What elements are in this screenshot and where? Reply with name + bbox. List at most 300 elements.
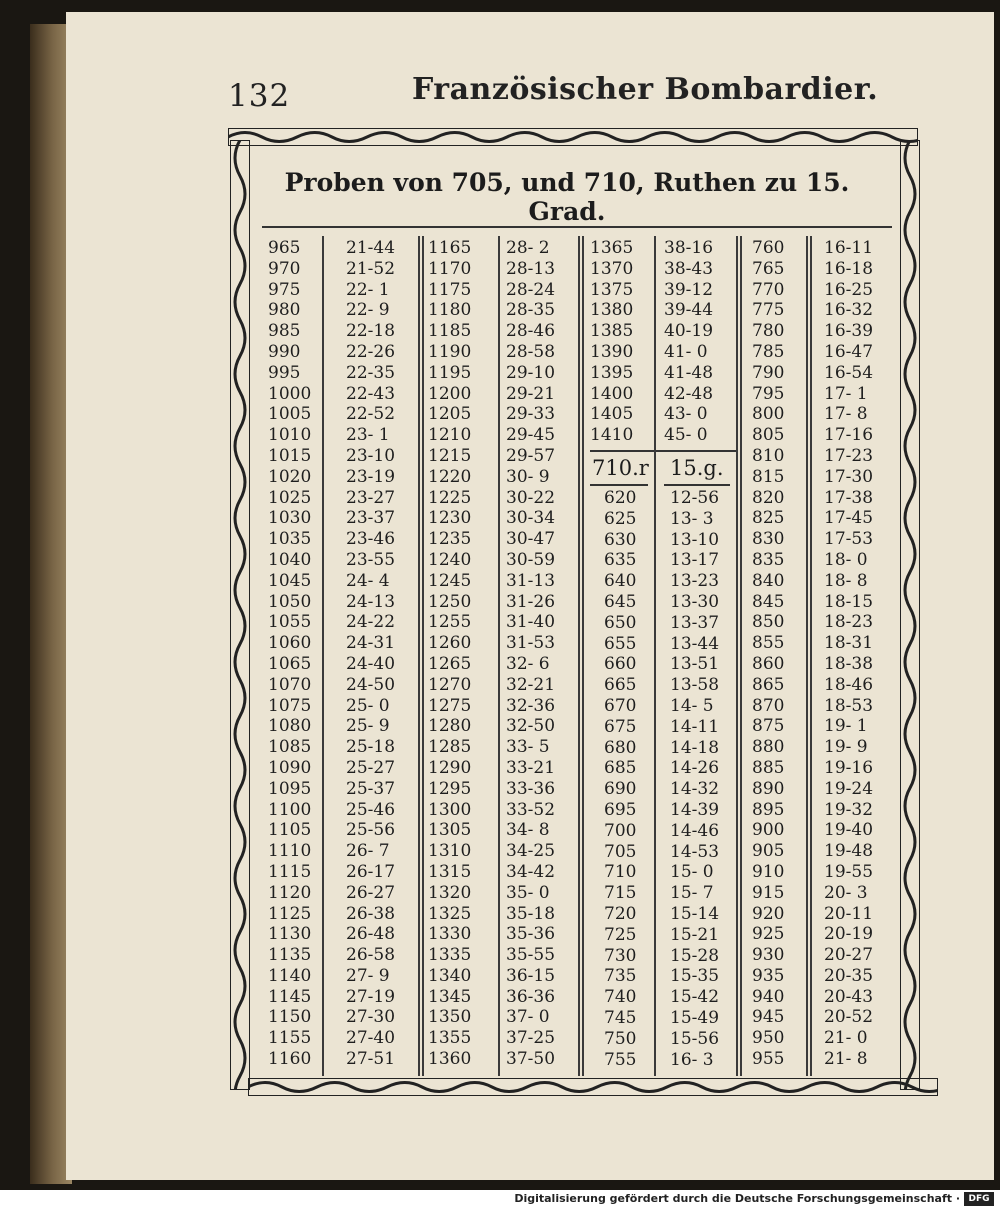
table-cell: 1200 bbox=[428, 383, 472, 404]
table-cell: 34-42 bbox=[506, 861, 556, 882]
column-ruthen-1 bbox=[268, 238, 311, 1070]
table-cell: 1095 bbox=[268, 778, 312, 799]
table-cell: 825 bbox=[752, 508, 785, 529]
table-cell: 710 bbox=[604, 862, 637, 883]
table-cell: 785 bbox=[752, 341, 785, 362]
table-cell: 990 bbox=[268, 341, 301, 362]
table-cell: 1380 bbox=[590, 300, 634, 321]
table-cell: 35-36 bbox=[506, 924, 556, 945]
column-minuten-4 bbox=[824, 238, 873, 1070]
table-cell: 28-24 bbox=[506, 279, 556, 300]
table-cell: 665 bbox=[604, 675, 637, 696]
table-cell: 950 bbox=[752, 1028, 785, 1049]
table-cell: 28-58 bbox=[506, 341, 556, 362]
table-cell: 860 bbox=[752, 653, 785, 674]
table-cell: 1245 bbox=[428, 570, 472, 591]
table-cell: 845 bbox=[752, 591, 785, 612]
sub-header-rule-left bbox=[590, 484, 648, 486]
table-cell: 36-36 bbox=[506, 986, 556, 1007]
table-cell: 820 bbox=[752, 487, 785, 508]
table-cell: 21-44 bbox=[346, 238, 396, 258]
table-cell: 13- 3 bbox=[670, 508, 714, 529]
table-cell: 1110 bbox=[268, 841, 312, 862]
table-cell: 1320 bbox=[428, 882, 472, 903]
table-cell: 30-34 bbox=[506, 508, 556, 529]
table-cell: 13-17 bbox=[670, 550, 720, 571]
table-cell: 13-58 bbox=[670, 675, 720, 696]
table-cell: 855 bbox=[752, 633, 785, 654]
table-cell: 26-17 bbox=[346, 861, 396, 882]
table-cell: 630 bbox=[604, 529, 637, 550]
table-cell: 1385 bbox=[590, 321, 634, 342]
table-cell: 715 bbox=[604, 883, 637, 904]
table-cell: 1195 bbox=[428, 362, 472, 383]
table-cell: 875 bbox=[752, 716, 785, 737]
table-cell: 30-59 bbox=[506, 549, 556, 570]
table-cell: 815 bbox=[752, 466, 785, 487]
table-cell: 34- 8 bbox=[506, 820, 550, 841]
table-cell: 1270 bbox=[428, 674, 472, 695]
table-cell: 1405 bbox=[590, 404, 634, 425]
table-cell: 16- 3 bbox=[670, 1049, 714, 1070]
table-cell: 695 bbox=[604, 799, 637, 820]
table-cell: 35-55 bbox=[506, 945, 556, 966]
column-ruthen-4 bbox=[752, 238, 784, 1070]
table-cell: 22-43 bbox=[346, 383, 396, 404]
column-divider bbox=[582, 236, 584, 1076]
column-divider bbox=[418, 236, 420, 1076]
table-cell: 19-32 bbox=[824, 799, 874, 820]
table-cell: 16-32 bbox=[824, 300, 874, 321]
table-cell: 1165 bbox=[428, 238, 472, 258]
table-cell: 37- 0 bbox=[506, 1007, 550, 1028]
column-divider bbox=[422, 236, 424, 1076]
table-cell: 34-25 bbox=[506, 841, 556, 862]
table-cell: 735 bbox=[604, 966, 637, 987]
table-cell: 13-44 bbox=[670, 633, 720, 654]
table-cell: 1075 bbox=[268, 695, 312, 716]
column-ruthen-3-bottom bbox=[604, 488, 636, 1070]
column-divider bbox=[578, 236, 580, 1076]
table-cell: 26- 7 bbox=[346, 841, 390, 862]
table-cell: 42-48 bbox=[664, 383, 714, 404]
table-cell: 27-40 bbox=[346, 1028, 396, 1049]
table-cell: 15-49 bbox=[670, 1007, 720, 1028]
table-cell: 1325 bbox=[428, 903, 472, 924]
table-cell: 1340 bbox=[428, 965, 472, 986]
column-divider bbox=[810, 236, 812, 1076]
ornamental-border-right bbox=[900, 140, 920, 1090]
table-cell: 24-40 bbox=[346, 653, 396, 674]
table-cell: 995 bbox=[268, 362, 301, 383]
table-cell: 675 bbox=[604, 716, 637, 737]
table-cell: 1045 bbox=[268, 570, 312, 591]
table-cell: 38-16 bbox=[664, 238, 714, 258]
table-cell: 41-48 bbox=[664, 362, 714, 383]
table-cell: 930 bbox=[752, 945, 785, 966]
table-cell: 17-53 bbox=[824, 529, 874, 550]
table-cell: 18- 0 bbox=[824, 549, 868, 570]
table-cell: 795 bbox=[752, 383, 785, 404]
table-cell: 16-39 bbox=[824, 321, 874, 342]
table-cell: 1265 bbox=[428, 653, 472, 674]
table-cell: 23-55 bbox=[346, 549, 396, 570]
table-cell: 1310 bbox=[428, 841, 472, 862]
table-cell: 29-45 bbox=[506, 425, 556, 446]
table-cell: 14-26 bbox=[670, 758, 720, 779]
table-cell: 900 bbox=[752, 820, 785, 841]
table-cell: 1120 bbox=[268, 882, 312, 903]
table-cell: 1100 bbox=[268, 799, 312, 820]
table-cell: 1220 bbox=[428, 466, 472, 487]
table-cell: 750 bbox=[604, 1028, 637, 1049]
footer-bar bbox=[0, 1190, 1000, 1210]
table-cell: 805 bbox=[752, 425, 785, 446]
table-cell: 19- 9 bbox=[824, 737, 868, 758]
table-cell: 1390 bbox=[590, 341, 634, 362]
table-cell: 15-14 bbox=[670, 903, 720, 924]
table-cell: 945 bbox=[752, 1007, 785, 1028]
table-cell: 1205 bbox=[428, 404, 472, 425]
table-cell: 14-53 bbox=[670, 841, 720, 862]
table-cell: 13-51 bbox=[670, 654, 720, 675]
ornamental-border-top bbox=[228, 128, 918, 146]
column-divider bbox=[654, 236, 656, 1076]
table-cell: 1250 bbox=[428, 591, 472, 612]
sub-header-grad: 15.g. bbox=[670, 456, 724, 480]
table-cell: 30-22 bbox=[506, 487, 556, 508]
table-cell: 1305 bbox=[428, 820, 472, 841]
footer-credit: Digitalisierung gefördert durch die Deutsche Forschungsgemeinschaft · bbox=[514, 1192, 960, 1205]
table-cell: 760 bbox=[752, 238, 785, 258]
table-cell: 32-50 bbox=[506, 716, 556, 737]
table-cell: 975 bbox=[268, 279, 301, 300]
table-cell: 1190 bbox=[428, 341, 472, 362]
table-cell: 1085 bbox=[268, 737, 312, 758]
table-cell: 1345 bbox=[428, 986, 472, 1007]
table-cell: 1175 bbox=[428, 279, 472, 300]
table-cell: 830 bbox=[752, 529, 785, 550]
table-cell: 1040 bbox=[268, 549, 312, 570]
table-cell: 28-13 bbox=[506, 258, 556, 279]
table-cell: 17- 8 bbox=[824, 404, 868, 425]
table-cell: 33- 5 bbox=[506, 737, 550, 758]
table-cell: 1115 bbox=[268, 861, 312, 882]
table-cell: 970 bbox=[268, 258, 301, 279]
table-cell: 15-56 bbox=[670, 1028, 720, 1049]
table-cell: 38-43 bbox=[664, 258, 714, 279]
table-cell: 35-18 bbox=[506, 903, 556, 924]
table-cell: 770 bbox=[752, 279, 785, 300]
table-title: Proben von 705, und 710, Ruthen zu 15. Grad. bbox=[284, 168, 850, 226]
table-cell: 30- 9 bbox=[506, 466, 550, 487]
table-cell: 25- 0 bbox=[346, 695, 390, 716]
column-minuten-1 bbox=[346, 238, 395, 1070]
table-cell: 660 bbox=[604, 654, 637, 675]
table-cell: 1015 bbox=[268, 445, 312, 466]
table-cell: 850 bbox=[752, 612, 785, 633]
table-cell: 1225 bbox=[428, 487, 472, 508]
table-cell: 980 bbox=[268, 300, 301, 321]
table-cell: 16-11 bbox=[824, 238, 874, 258]
table-cell: 43- 0 bbox=[664, 404, 708, 425]
table-cell: 1315 bbox=[428, 861, 472, 882]
table-cell: 17-38 bbox=[824, 487, 874, 508]
table-cell: 20-43 bbox=[824, 986, 874, 1007]
table-cell: 1025 bbox=[268, 487, 312, 508]
table-cell: 885 bbox=[752, 757, 785, 778]
table-cell: 1020 bbox=[268, 466, 312, 487]
table-cell: 13-23 bbox=[670, 571, 720, 592]
table-cell: 19-24 bbox=[824, 778, 874, 799]
table-cell: 1070 bbox=[268, 674, 312, 695]
table-cell: 23- 1 bbox=[346, 425, 390, 446]
sub-header-rule-right bbox=[664, 484, 730, 486]
table-cell: 880 bbox=[752, 737, 785, 758]
table-cell: 24-13 bbox=[346, 591, 396, 612]
table-cell: 17-16 bbox=[824, 425, 874, 446]
column-minuten-3-top bbox=[664, 238, 713, 446]
table-cell: 21- 8 bbox=[824, 1049, 868, 1070]
table-cell: 840 bbox=[752, 570, 785, 591]
table-cell: 17-23 bbox=[824, 445, 874, 466]
table-cell: 18-53 bbox=[824, 695, 874, 716]
table-cell: 17-45 bbox=[824, 508, 874, 529]
table-cell: 25-18 bbox=[346, 737, 396, 758]
table-cell: 33-36 bbox=[506, 778, 556, 799]
column-minuten-3-bottom bbox=[670, 488, 719, 1070]
table-cell: 22-26 bbox=[346, 341, 396, 362]
table-cell: 910 bbox=[752, 861, 785, 882]
table-cell: 24-31 bbox=[346, 633, 396, 654]
table-cell: 1260 bbox=[428, 633, 472, 654]
table-cell: 765 bbox=[752, 258, 785, 279]
table-cell: 36-15 bbox=[506, 965, 556, 986]
table-cell: 1400 bbox=[590, 383, 634, 404]
table-cell: 15- 0 bbox=[670, 862, 714, 883]
table-cell: 14- 5 bbox=[670, 695, 714, 716]
table-cell: 13-37 bbox=[670, 612, 720, 633]
table-cell: 775 bbox=[752, 300, 785, 321]
table-cell: 31-53 bbox=[506, 633, 556, 654]
table-cell: 23-27 bbox=[346, 487, 396, 508]
table-cell: 20-19 bbox=[824, 924, 874, 945]
table-cell: 18-15 bbox=[824, 591, 874, 612]
table-cell: 755 bbox=[604, 1049, 637, 1070]
table-cell: 17- 1 bbox=[824, 383, 868, 404]
ornamental-border-left bbox=[230, 140, 250, 1090]
table-cell: 20- 3 bbox=[824, 882, 868, 903]
table-cell: 1335 bbox=[428, 945, 472, 966]
table-cell: 1145 bbox=[268, 986, 312, 1007]
table-cell: 33-21 bbox=[506, 757, 556, 778]
column-divider bbox=[806, 236, 808, 1076]
page-number: 132 bbox=[228, 78, 291, 114]
table-cell: 32- 6 bbox=[506, 653, 550, 674]
table-cell: 27- 9 bbox=[346, 965, 390, 986]
table-cell: 625 bbox=[604, 508, 637, 529]
table-cell: 790 bbox=[752, 362, 785, 383]
table-cell: 685 bbox=[604, 758, 637, 779]
table-cell: 1170 bbox=[428, 258, 472, 279]
table-cell: 26-38 bbox=[346, 903, 396, 924]
table-cell: 26-58 bbox=[346, 945, 396, 966]
table-cell: 1375 bbox=[590, 279, 634, 300]
table-cell: 19- 1 bbox=[824, 716, 868, 737]
table-cell: 32-36 bbox=[506, 695, 556, 716]
table-cell: 1395 bbox=[590, 362, 634, 383]
table-cell: 1255 bbox=[428, 612, 472, 633]
table-cell: 1000 bbox=[268, 383, 312, 404]
table-cell: 705 bbox=[604, 841, 637, 862]
table-cell: 1090 bbox=[268, 757, 312, 778]
table-cell: 1105 bbox=[268, 820, 312, 841]
table-cell: 27-51 bbox=[346, 1049, 396, 1070]
table-cell: 17-30 bbox=[824, 466, 874, 487]
table-cell: 16-25 bbox=[824, 279, 874, 300]
table-cell: 39-12 bbox=[664, 279, 714, 300]
table-cell: 870 bbox=[752, 695, 785, 716]
table-cell: 23-46 bbox=[346, 529, 396, 550]
table-cell: 1005 bbox=[268, 404, 312, 425]
table-cell: 20-11 bbox=[824, 903, 874, 924]
table-cell: 13-30 bbox=[670, 591, 720, 612]
table-cell: 15-35 bbox=[670, 966, 720, 987]
table-cell: 22-35 bbox=[346, 362, 396, 383]
table-cell: 25- 9 bbox=[346, 716, 390, 737]
table-cell: 19-55 bbox=[824, 861, 874, 882]
table-cell: 1355 bbox=[428, 1028, 472, 1049]
table-cell: 1280 bbox=[428, 716, 472, 737]
table-cell: 865 bbox=[752, 674, 785, 695]
table-cell: 1160 bbox=[268, 1049, 312, 1070]
table-cell: 16-47 bbox=[824, 341, 874, 362]
table-cell: 1360 bbox=[428, 1049, 472, 1070]
table-cell: 27-19 bbox=[346, 986, 396, 1007]
table-cell: 800 bbox=[752, 404, 785, 425]
table-cell: 27-30 bbox=[346, 1007, 396, 1028]
column-divider bbox=[322, 236, 324, 1076]
table-cell: 1030 bbox=[268, 508, 312, 529]
column-minuten-2 bbox=[506, 238, 555, 1070]
table-cell: 915 bbox=[752, 882, 785, 903]
table-cell: 635 bbox=[604, 550, 637, 571]
table-cell: 680 bbox=[604, 737, 637, 758]
table-cell: 955 bbox=[752, 1049, 785, 1070]
title-rule bbox=[262, 226, 892, 228]
table-cell: 37-50 bbox=[506, 1049, 556, 1070]
table-cell: 20-52 bbox=[824, 1007, 874, 1028]
table-cell: 1215 bbox=[428, 445, 472, 466]
table-cell: 14-39 bbox=[670, 799, 720, 820]
table-cell: 905 bbox=[752, 841, 785, 862]
table-cell: 35- 0 bbox=[506, 882, 550, 903]
table-cell: 1210 bbox=[428, 425, 472, 446]
table-cell: 1130 bbox=[268, 924, 312, 945]
table-cell: 21-52 bbox=[346, 258, 396, 279]
table-cell: 45- 0 bbox=[664, 425, 708, 446]
table-cell: 14-32 bbox=[670, 779, 720, 800]
table-cell: 1055 bbox=[268, 612, 312, 633]
table-cell: 1295 bbox=[428, 778, 472, 799]
table-cell: 23-10 bbox=[346, 445, 396, 466]
table-cell: 20-35 bbox=[824, 965, 874, 986]
table-cell: 1180 bbox=[428, 300, 472, 321]
table-cell: 1155 bbox=[268, 1028, 312, 1049]
sub-header-rule-top bbox=[590, 450, 736, 452]
table-cell: 720 bbox=[604, 903, 637, 924]
table-cell: 24-22 bbox=[346, 612, 396, 633]
table-cell: 1125 bbox=[268, 903, 312, 924]
table-cell: 1080 bbox=[268, 716, 312, 737]
table-cell: 725 bbox=[604, 924, 637, 945]
table-cell: 1330 bbox=[428, 924, 472, 945]
column-divider bbox=[498, 236, 500, 1076]
table-cell: 1150 bbox=[268, 1007, 312, 1028]
table-cell: 965 bbox=[268, 238, 301, 258]
table-cell: 41- 0 bbox=[664, 341, 708, 362]
table-cell: 745 bbox=[604, 1007, 637, 1028]
table-cell: 29-57 bbox=[506, 445, 556, 466]
table-cell: 25-46 bbox=[346, 799, 396, 820]
table-cell: 25-27 bbox=[346, 757, 396, 778]
table-cell: 26-27 bbox=[346, 882, 396, 903]
table-cell: 26-48 bbox=[346, 924, 396, 945]
table-cell: 14-18 bbox=[670, 737, 720, 758]
column-ruthen-3-top bbox=[590, 238, 633, 446]
table-cell: 19-16 bbox=[824, 757, 874, 778]
table-cell: 1410 bbox=[590, 425, 634, 446]
table-cell: 1230 bbox=[428, 508, 472, 529]
table-cell: 32-21 bbox=[506, 674, 556, 695]
table-cell: 1010 bbox=[268, 425, 312, 446]
table-cell: 15-28 bbox=[670, 945, 720, 966]
table-cell: 16-18 bbox=[824, 258, 874, 279]
table-cell: 1065 bbox=[268, 653, 312, 674]
table-cell: 24-50 bbox=[346, 674, 396, 695]
table-cell: 39-44 bbox=[664, 300, 714, 321]
table-cell: 15-42 bbox=[670, 987, 720, 1008]
table-cell: 31-26 bbox=[506, 591, 556, 612]
dfg-logo: DFG bbox=[964, 1192, 994, 1206]
table-cell: 22- 1 bbox=[346, 279, 390, 300]
table-cell: 700 bbox=[604, 820, 637, 841]
table-cell: 18-31 bbox=[824, 633, 874, 654]
table-cell: 1235 bbox=[428, 529, 472, 550]
table-cell: 985 bbox=[268, 321, 301, 342]
table-cell: 28- 2 bbox=[506, 238, 550, 258]
table-cell: 780 bbox=[752, 321, 785, 342]
table-cell: 28-35 bbox=[506, 300, 556, 321]
table-cell: 1350 bbox=[428, 1007, 472, 1028]
ornamental-border-bottom bbox=[248, 1078, 938, 1096]
table-cell: 19-48 bbox=[824, 841, 874, 862]
table-cell: 1300 bbox=[428, 799, 472, 820]
table-cell: 730 bbox=[604, 945, 637, 966]
running-head: Französischer Bombardier. bbox=[412, 72, 879, 107]
table-cell: 28-46 bbox=[506, 321, 556, 342]
table-cell: 18- 8 bbox=[824, 570, 868, 591]
table-cell: 920 bbox=[752, 903, 785, 924]
table-cell: 22- 9 bbox=[346, 300, 390, 321]
table-cell: 1050 bbox=[268, 591, 312, 612]
table-cell: 23-19 bbox=[346, 466, 396, 487]
table-cell: 37-25 bbox=[506, 1028, 556, 1049]
column-ruthen-2 bbox=[428, 238, 471, 1070]
table-cell: 925 bbox=[752, 924, 785, 945]
table-cell: 29-33 bbox=[506, 404, 556, 425]
table-cell: 31-40 bbox=[506, 612, 556, 633]
